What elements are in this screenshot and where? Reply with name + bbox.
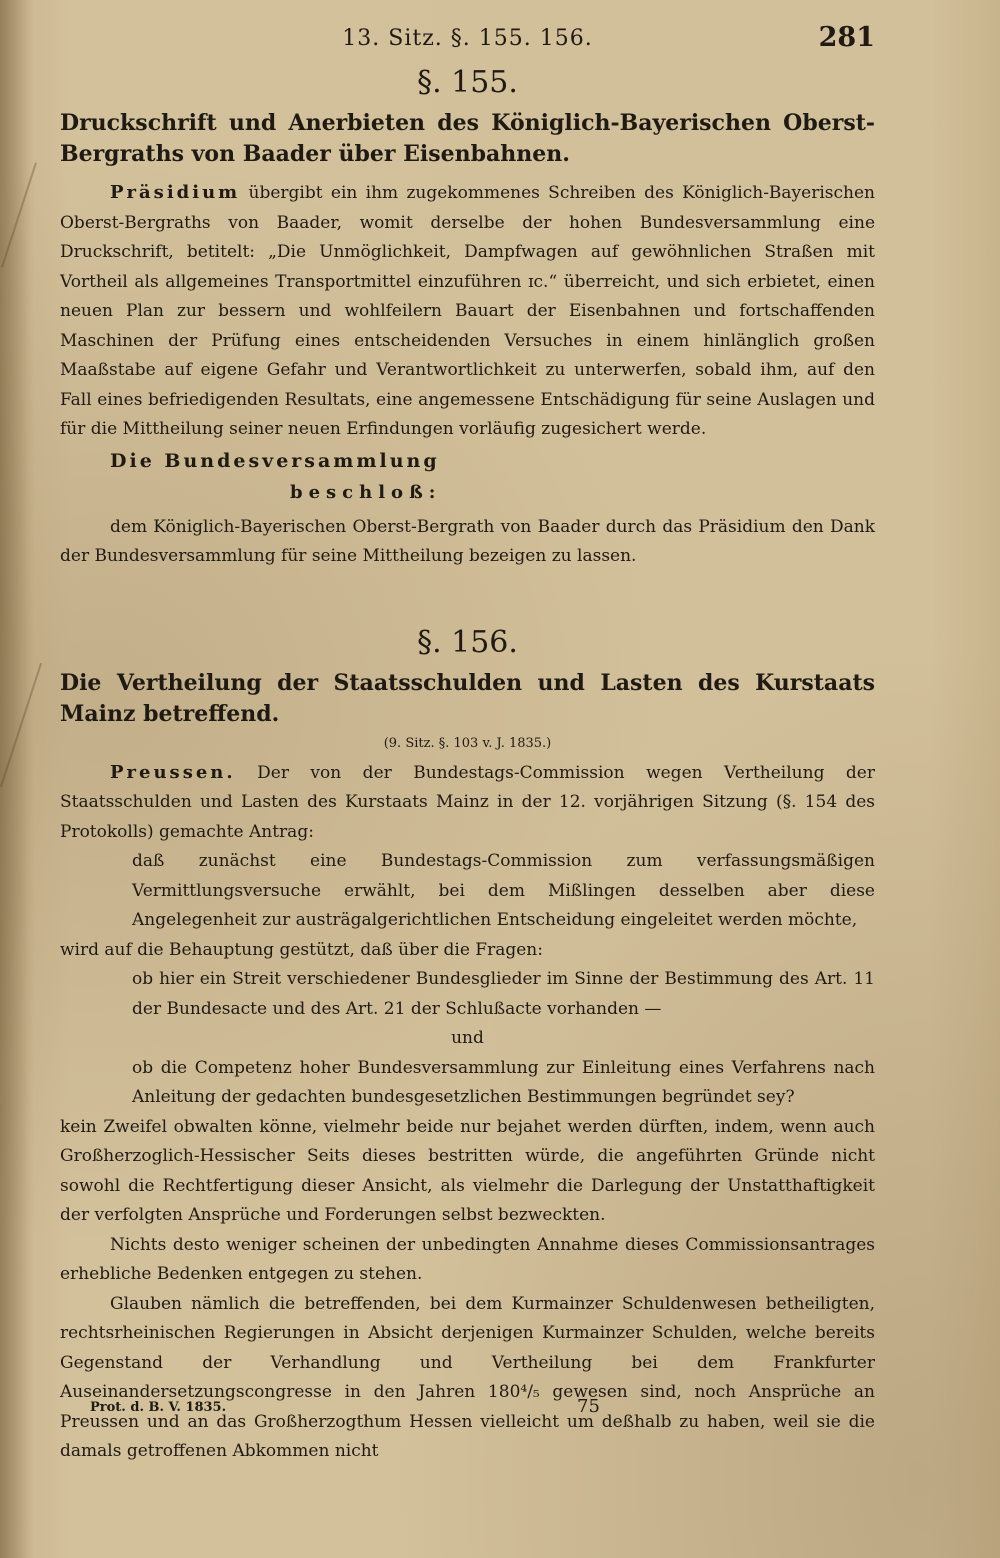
- paragraph: Nichts desto weniger scheinen der unbedingten Annahme dieses Commissionsantrages erhebliche Bedenken entgegen zu stehen.: [60, 1234, 875, 1284]
- binding-shadow: [0, 0, 34, 1558]
- page-header: [60, 22, 875, 58]
- page-footer: [90, 1396, 875, 1424]
- quoted-question: ob die Competenz hoher Bundesversammlung zur Einleitung eines Verfahrens nach Anleitung der gedachten bundesgesetzlichen Bestimmungen begründet sey?: [132, 1057, 875, 1107]
- quoted-motion: daß zunächst eine Bundestags-Commission zum verfassungsmäßigen Vermittlungsversuche erwählt, bei dem Mißlingen desselben aber diese Angelegenheit zur austrägalgerichtlichen Entscheidung eingeleitet werden möchte,: [132, 851, 875, 930]
- paragraph: [60, 178, 875, 445]
- quoted-question: ob hier ein Streit verschiedener Bundesglieder im Sinne der Bestimmung des Art. 11 der Bundesacte und des Art. 21 der Schlußacte vorhanden —: [132, 969, 875, 1019]
- paragraph-text: übergibt ein ihm zugekommenes Schreiben des Königlich-Bayerischen Oberst-Bergraths von Baader, womit derselbe der hohen Bundesversammlung eine Druckschrift, betitelt: „Die Unmöglichkeit, Dampfwagen auf gewöhnlichen Straßen mit Vortheil als allgemeines Transportmittel einzuführen ɪc.“ überreicht, und sich erbietet, einen neuen Plan zur bessern und wohlfeilern Bauart der Eisenbahnen und fortschaffenden Maschinen der Prüfung eines entscheidenden Versuches in einem hinlänglich großen Maaßstabe auf eigene Gefahr und Verantwortlichkeit zu unterwerfen, sobald ihm, auf den Fall eines befriedigenden Resultats, eine angemessene Entschädigung für seine Auslagen und für die Mittheilung seiner neuen Erfindungen vorläufig zugesichert werde.: [60, 183, 875, 439]
- conjunction: und: [451, 1028, 484, 1048]
- paragraph: wird auf die Behauptung gestützt, daß über die Fragen:: [60, 939, 543, 960]
- assembly-label: Die Bundesversammlung: [110, 449, 440, 472]
- section-number: §. 156.: [417, 624, 518, 660]
- section-155: [60, 62, 875, 572]
- paragraph: [60, 758, 875, 848]
- section-gap: [60, 572, 875, 622]
- paragraph: kein Zweifel obwalten könne, vielmehr beide nur bejahet werden dürften, indem, wenn auch Großherzoglich-Hessischer Seits dieses bestritten würde, die angeführten Gründe nicht sowohl die Rechtfertigung dieser Ansicht, als vielmehr die Darlegung der Unstatthaftigkeit der verfolgten Ansprüche und Forderungen selbst bezweckten.: [60, 1116, 875, 1225]
- section-number: §. 155.: [417, 65, 518, 100]
- section-156: [60, 622, 875, 1467]
- paragraph-text: Der von der Bundestags-Commission wegen Vertheilung der Staatsschulden und Lasten des Kurstaats Mainz in der 12. vorjährigen Sitzung (§. 154 des Protokolls) gemachte Antrag:: [60, 762, 875, 842]
- section-title: Druckschrift und Anerbieten des Königlich-Bayerischen Oberst-Bergraths von Baader über Eisenbahnen.: [60, 110, 875, 167]
- speaker: Präsidium: [110, 182, 241, 203]
- running-head: 13. Sitz. §. 155. 156.: [342, 26, 593, 51]
- paragraph: Glauben nämlich die betreffenden, bei dem Kurmainzer Schuldenwesen betheiligten, rechtsrheinischen Regierungen in Absicht derjenigen Kurmainzer Schulden, welche bereits Gegenstand der Verhandlung und Vertheilung bei dem Frankfurter Auseinandersetzungscongresse in den Jahren 180⁴/₅ gewesen sind, noch Ansprüche an Preussen und an das Großherzogthum Hessen vielleicht um deßhalb zu haben, weil sie die damals getroffenen Abkommen nicht: [60, 1293, 875, 1461]
- page-number: 281: [818, 22, 875, 53]
- printer-signature: Prot. d. B. V. 1835.: [90, 1400, 227, 1415]
- page-body: [60, 62, 875, 1467]
- speaker: Preussen.: [110, 761, 236, 783]
- section-title: Die Vertheilung der Staatsschulden und Lasten des Kurstaats Mainz betreffend.: [60, 669, 875, 727]
- section-reference: (9. Sitz. §. 103 v. J. 1835.): [383, 735, 552, 751]
- resolution-text: dem Königlich-Bayerischen Oberst-Bergrath von Baader durch das Präsidium den Dank der Bundesversammlung für seine Mittheilung bezeigen zu lassen.: [60, 516, 875, 566]
- sheet-number: 75: [577, 1396, 600, 1417]
- resolution-label: beschloß:: [290, 481, 442, 503]
